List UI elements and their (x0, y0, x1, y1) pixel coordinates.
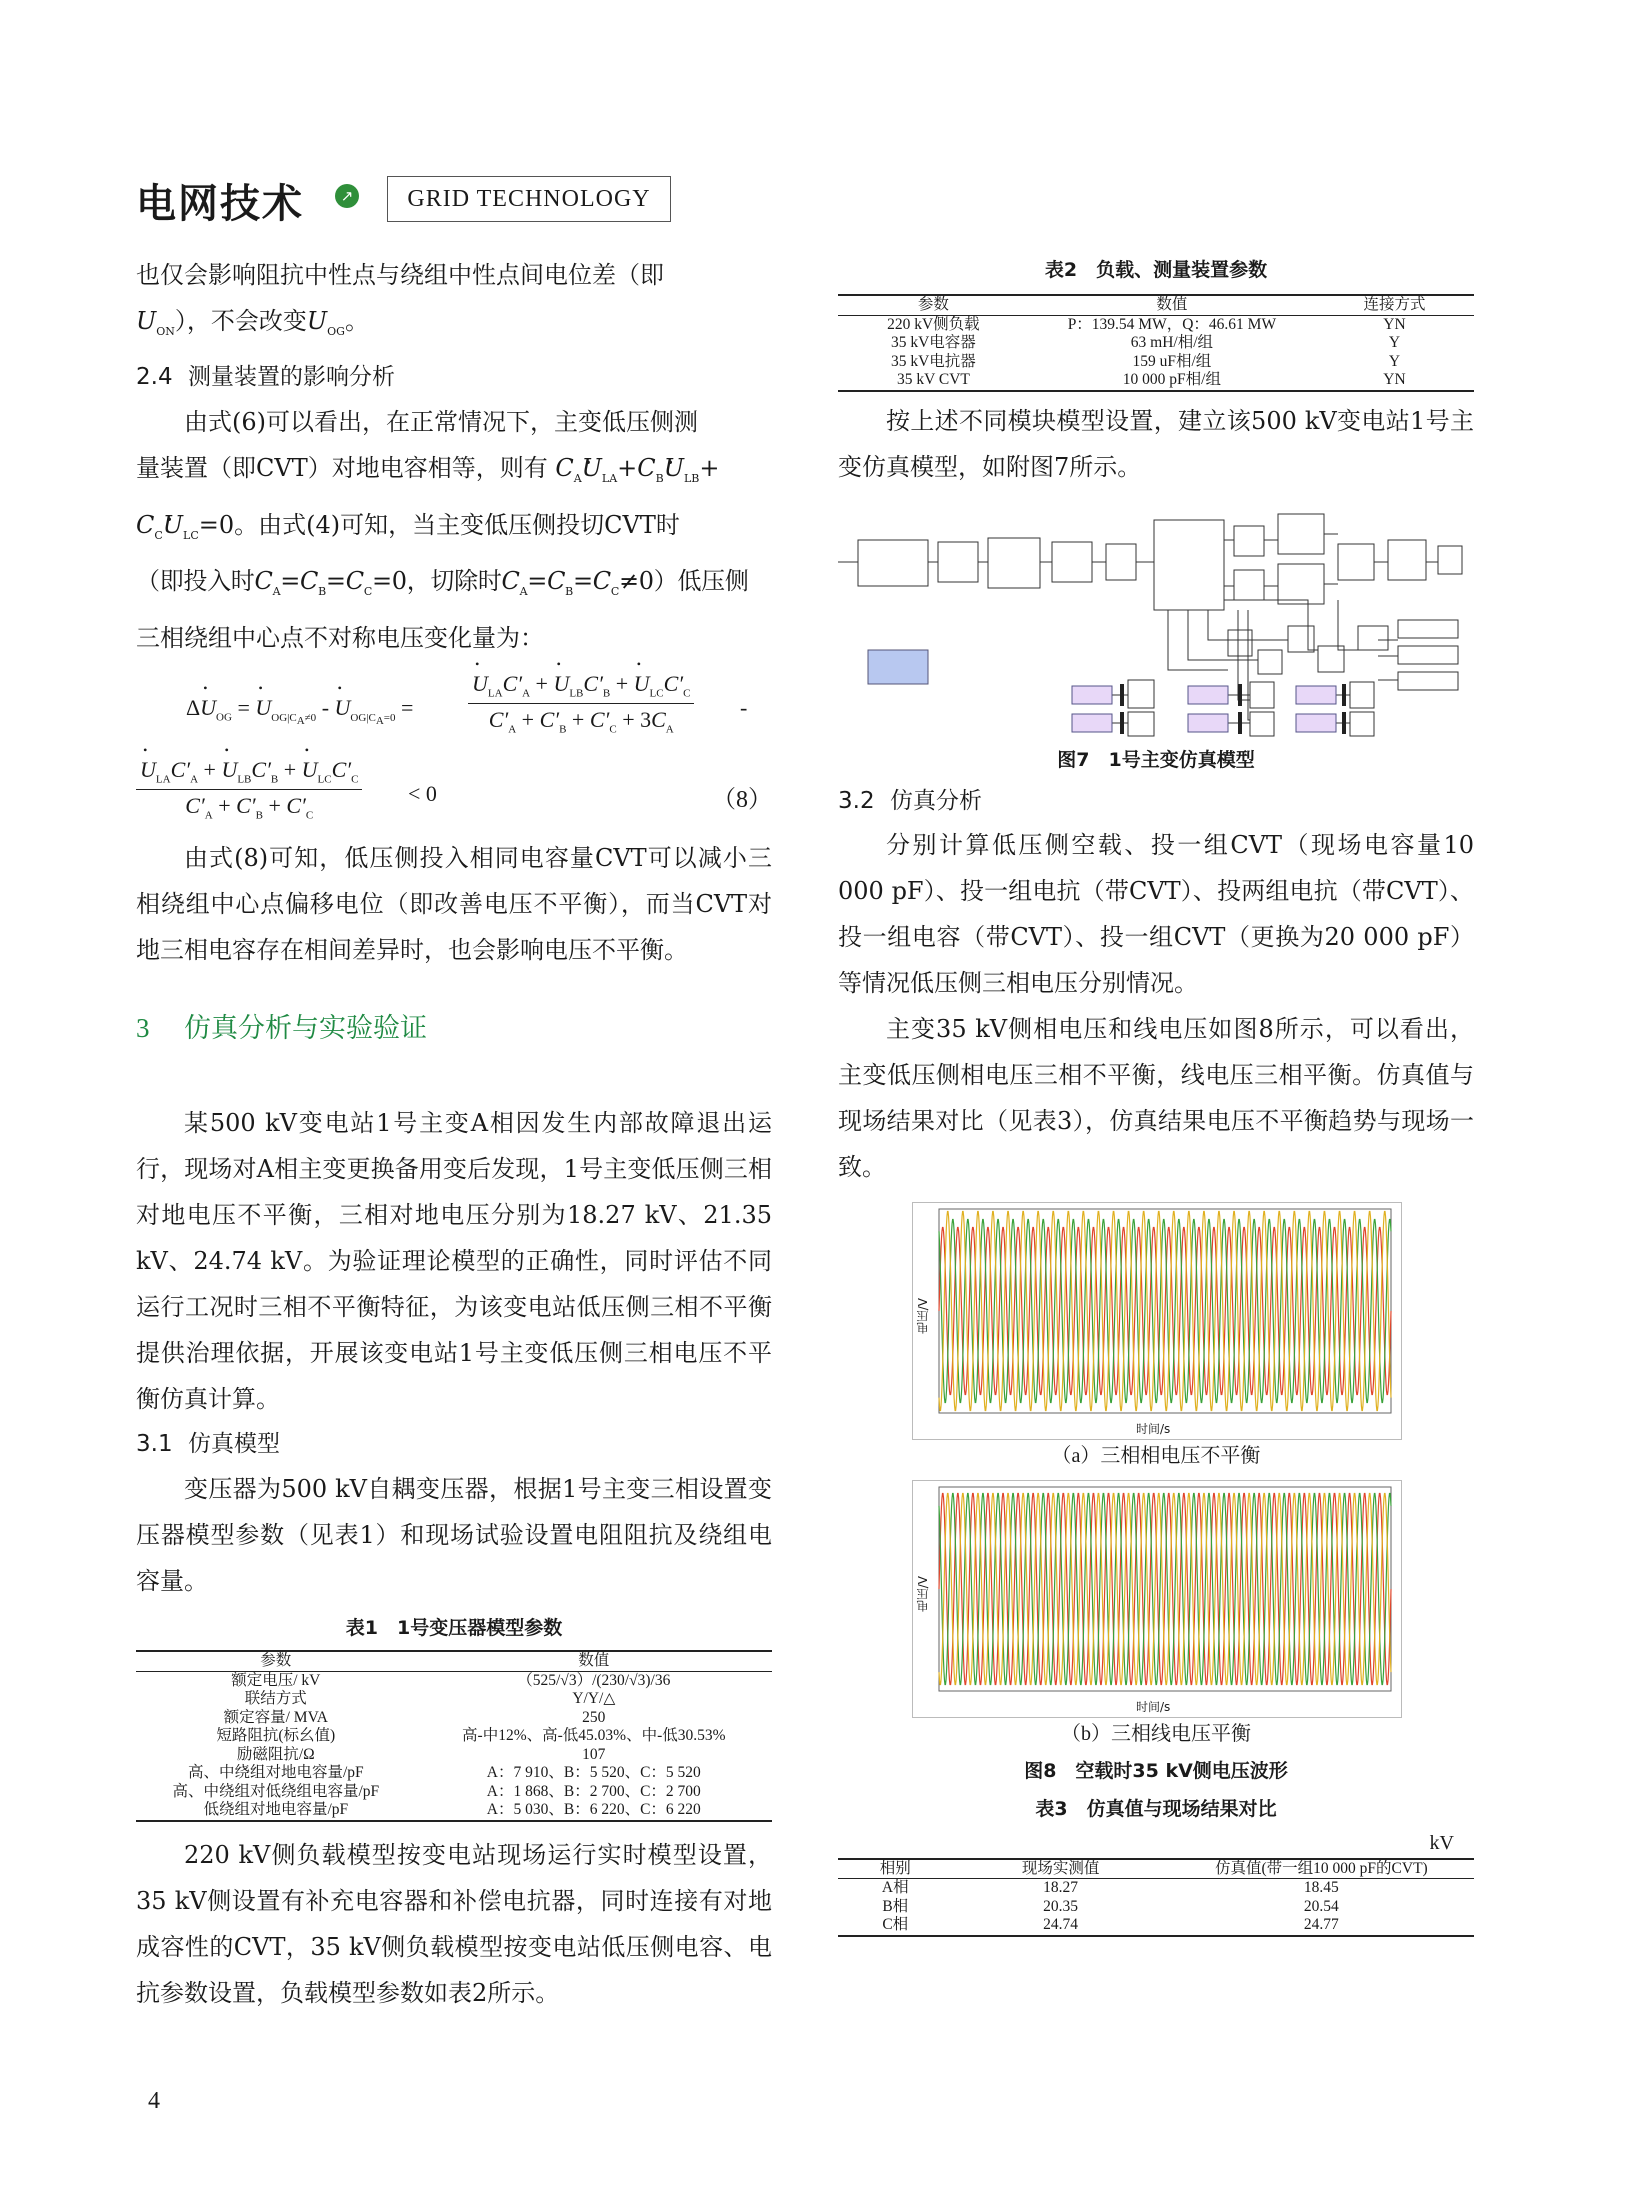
table-row: 35 kV电抗器 159 uF相/组 Y (890, 352, 1401, 370)
table-2: 参数 数值 连接方式 220 kV侧负载 P：139.54 MW，Q：46.61 MW YN 35 kV电容器 63 mH/相/组 Y 35 kV电抗器 159 uF相/组 Y 35 kV CVT 10 000 pF相/组 YN (838, 294, 1474, 392)
section-2-4-heading: 2.4 测量装置的影响分析 (136, 363, 395, 390)
intro-line-1: 也仅会影响阻抗中性点与绕组中性点间电位差（即 (136, 261, 664, 289)
table-3-caption: 表3 仿真值与现场结果对比 (1035, 1797, 1277, 1820)
equation-8-line-2: • $U_{LA}C'_A$ + • $U_{LB}C'_B$ + • $U_{LC}C'_C$ $C'_A + C'_B + C'_C$ < 0 （8） (136, 749, 772, 835)
journal-title: 电网技术 (136, 181, 304, 227)
table-row: 联结方式 Y/Y/△ (244, 1690, 616, 1708)
figure-8-caption: 图8 空载时35 kV侧电压波形 (1024, 1759, 1288, 1782)
para-2-4-line-3: $C_C•$ $U_{LC}=0$。由式(4)可知，当主变低压侧投切CVT时 (136, 502, 772, 559)
page-number: 4 (148, 2088, 160, 2114)
right-column (838, 252, 1474, 1937)
figure-8a-x-label: 时间/s (1136, 1421, 1171, 1436)
para-3-2-b: 主变35 kV侧相电压和线电压如图8所示，可以看出，主变低压侧相电压三相不平衡，线电压三相平衡。仿真值与现场结果对比（见表3），仿真结果电压不平衡趋势与现场一致。 (838, 1014, 1474, 1181)
figure-8a-y-label: 电压/V (916, 1297, 930, 1334)
table-1-caption: 表1 1号变压器模型参数 (345, 1617, 563, 1640)
equation-8-line-1: Δ• $U_{OG}$ = • $U_{OG|C_A\ne 0}$ - • $U_{OG|C_A=0}$ = • $U_{LA}C'_A$ + • $U_{LB}C'_B$ + • $U_{LC}C'_C$ $C'_A + C'_B + C'_C + 3C_A$ - (136, 669, 772, 749)
table-row: 35 kV电容器 63 mH/相/组 Y (890, 334, 1401, 351)
arrow-up-right-icon: ↗ (335, 184, 359, 208)
section-3-heading: 3 仿真分析与实验验证 (136, 1013, 427, 1045)
journal-english-title: GRID TECHNOLOGY (387, 176, 671, 222)
table-row: 短路阻抗(标幺值) 高-中12%、高-低45.03%、中-低30.53% (216, 1727, 726, 1745)
equation-number: （8） (712, 787, 772, 814)
table-row: 高、中绕组对低绕组电容量/pF A：1 868、B：2 700、C：2 700 (172, 1782, 701, 1800)
waveform-phase-1 (939, 1493, 1391, 1684)
para-after-table-1: 220 kV侧负载模型按变电站现场运行实时模型设置，35 kV侧设置有补充电容器和补偿电抗器，同时连接有对地成容性的CVT，35 kV侧负载模型按变电站低压侧电容、电抗参数设置，负载模型参数如表2所示。 (136, 1840, 772, 2007)
table-row: 高、中绕组对地电容量/pF A：7 910、B：5 520、C：5 520 (187, 1764, 701, 1782)
figure-8b-y-label: 电压/V (916, 1575, 930, 1612)
table-row: 220 kV侧负载 P：139.54 MW，Q：46.61 MW YN (887, 315, 1406, 333)
figure-8a-panel (912, 1202, 1400, 1438)
table-3: 相别 现场实测值 仿真值(带一组10 000 pF的CVT) A相 18.27 18.45 B相 20.35 20.54 C相 24.74 24.77 (838, 1858, 1474, 1937)
figure-7-simulation-model (838, 500, 1474, 740)
figure-8b-caption: （b）三相线电压平衡 (1061, 1722, 1251, 1745)
table-row: 额定电压/ kV （525/√3）/(230/√3)/36 (231, 1671, 671, 1689)
table-row: 励磁阻抗/Ω 107 (236, 1745, 606, 1763)
figure-8b-panel (912, 1480, 1400, 1716)
intro-line-2: $U_{ON}$），不会改变$U_{OG}$。 (136, 307, 369, 338)
table-row: C相 24.74 24.77 (838, 1916, 1474, 1936)
para-after-table-2: 按上述不同模块模型设置，建立该500 kV变电站1号主变仿真模型，如附图7所示。 (838, 406, 1474, 481)
table-row: 额定容量/ MVA 250 (223, 1708, 606, 1726)
left-column (136, 252, 772, 2016)
para-2-4-line-1: 由式(6)可以看出，在正常情况下，主变低压侧测 (184, 407, 698, 436)
figure-8a-waveform (912, 1202, 1402, 1440)
table-2-caption: 表2 负载、测量装置参数 (1044, 259, 1268, 281)
para-2-4-line-4: （即投入时$C_A=C_B=C_C=0$，切除时$C_A=C_B=C_C\ne 0$）低压侧 (136, 567, 749, 599)
figure-8a-caption: （a）三相相电压不平衡 (1051, 1444, 1261, 1467)
table-row: 35 kV CVT 10 000 pF相/组 YN (838, 371, 1474, 391)
para-3-2-a: 分别计算低压侧空载、投一组CVT（现场电容量10 000 pF）、投一组电抗（带CVT）、投两组电抗（带CVT）、投一组电容（带CVT）、投一组CVT（更换为20 000 pF）等情况低压侧三相电压分别情况。 (838, 830, 1474, 997)
para-eq8: 由式(8)可知，低压侧投入相同电容量CVT可以减小三相绕组中心点偏移电位（即改善电压不平衡），而当CVT对地三相电容存在相间差异时，也会影响电压不平衡。 (136, 844, 772, 965)
section-3-2-heading: 3.2 仿真分析 (838, 787, 982, 814)
section-3-1-heading: 3.1 仿真模型 (136, 1431, 280, 1458)
para-2-4-line-5: 三相绕组中心点不对称电压变化量为： (136, 624, 544, 653)
table-1: 参数 数值 额定电压/ kV （525/√3）/(230/√3)/36 联结方式 Y/Y/△ 额定容量/ MVA 250 短路阻抗(标幺值) 高-中12%、高-低45.03%、中-低30.53% 励磁阻抗/Ω 107 高、中绕组对地电容量/pF A：7 910、B：5 520、C：5 520 高、中绕组对低绕组电容量/pF A：1 868、B：2 700、C：2 700 低绕组对地电容量/pF A：5 030、B：6 220、C：6 220 (136, 1650, 772, 1822)
figure-8b-waveform (912, 1480, 1402, 1718)
table-row: B相 20.35 20.54 (882, 1897, 1339, 1915)
table-row: A相 18.27 18.45 (881, 1879, 1339, 1896)
para-2-4-line-2: 量装置（即CVT）对地电容相等，则有 $C_A•$ $U_{LA}+C_B•$ $U_{LB}+$ (136, 445, 772, 502)
table-3-unit: kV (1429, 1831, 1454, 1854)
table-row: 低绕组对地电容量/pF A：5 030、B：6 220、C：6 220 (136, 1801, 772, 1821)
waveform-phase-1 (939, 1227, 1391, 1394)
para-3-1: 变压器为500 kV自耦变压器，根据1号主变三相设置变压器模型参数（见表1）和现场试验设置电阻阻抗及绕组电容量。 (136, 1475, 772, 1596)
figure-7-caption: 图7 1号主变仿真模型 (1057, 748, 1255, 771)
figure-8b-x-label: 时间/s (1136, 1699, 1171, 1714)
para-section-3: 某500 kV变电站1号主变A相因发生内部故障退出运行，现场对A相主变更换备用变后发现，1号主变低压侧三相对地电压不平衡，三相对地电压分别为18.27 kV、21.35 kV、24.74 kV。为验证理论模型的正确性，同时评估不同运行工况时三相不平衡特征，为该变电站低压侧三相不平衡提供治理依据，开展该变电站1号主变低压侧三相电压不平衡仿真计算。 (136, 1109, 772, 1414)
